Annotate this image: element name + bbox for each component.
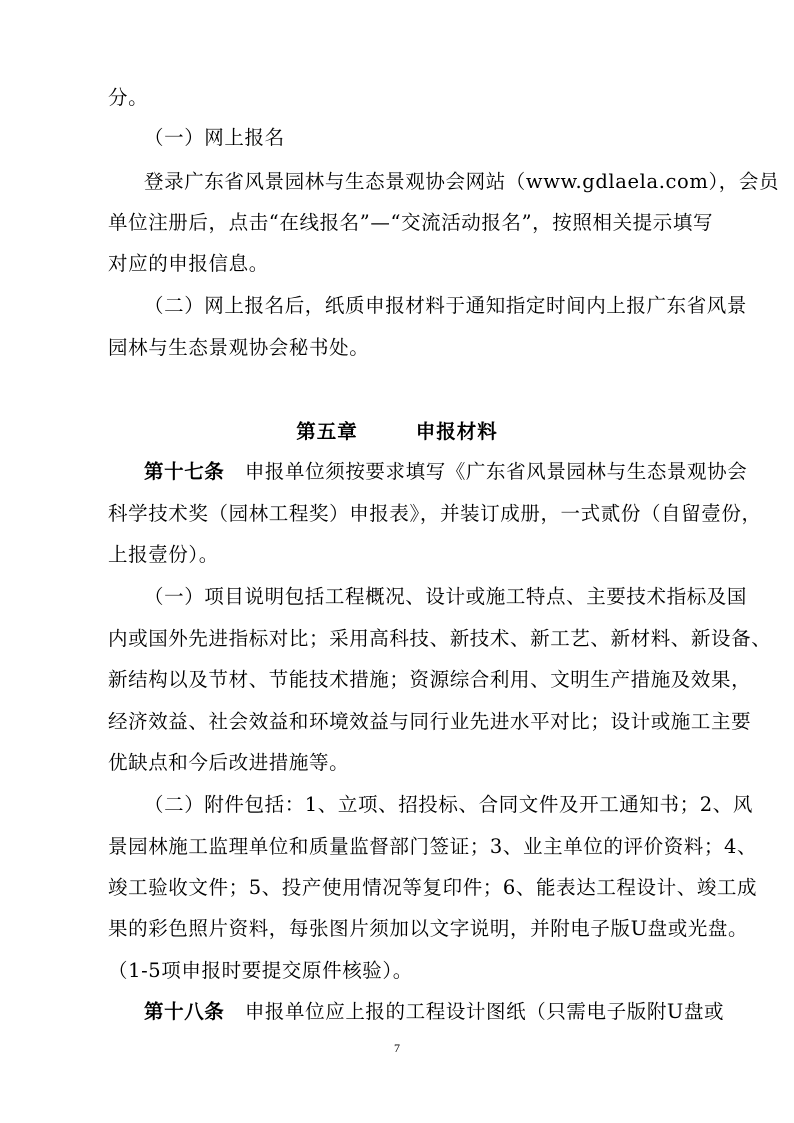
page-number: 7 (394, 1041, 400, 1055)
body-text-line: 登录广东省风景园林与生态景观协会网站（www.gdlaela.com），会员 (144, 170, 780, 193)
body-text-line: 园林与生态景观协会秘书处。 (108, 336, 370, 359)
chapter-title: 申报材料 (415, 420, 498, 443)
body-text-line: 经济效益、社会效益和环境效益与同行业先进水平对比；设计或施工主要 (108, 710, 752, 733)
body-text-line: 科学技术奖（园林工程奖）申报表》，并装订成册，一式贰份（自留壹份， (108, 502, 762, 525)
article-17-label: 第十七条 (144, 460, 225, 483)
body-text-line: 对应的申报信息。 (108, 252, 269, 275)
body-text-line: 竣工验收文件；5、投产使用情况等复印件；6、能表达工程设计、竣工成 (108, 876, 758, 899)
article-17-paragraph (144, 458, 748, 486)
chapter-heading (0, 418, 794, 446)
body-text-line: （二）网上报名后，纸质申报材料于通知指定时间内上报广东省风景 (144, 294, 748, 317)
article-17-text: 申报单位须按要求填写《广东省风景园林与生态景观协会 (244, 460, 748, 483)
body-text-line: 优缺点和今后改进措施等。 (108, 751, 350, 774)
article-18-label: 第十八条 (144, 1000, 225, 1023)
chapter-number: 第五章 (296, 420, 358, 443)
article-18-text: 申报单位应上报的工程设计图纸（只需电子版附U盘或 (244, 1000, 725, 1023)
article-18-paragraph (144, 998, 725, 1026)
body-text-line: 果的彩色照片资料，每张图片须加以文字说明，并附电子版U盘或光盘。 (108, 917, 749, 940)
body-text-line: （1-5项申报时要提交原件核验）。 (108, 959, 413, 982)
body-text-line: 景园林施工监理单位和质量监督部门签证；3、业主单位的评价资料；4、 (108, 835, 758, 858)
body-text-line: 上报壹份）。 (108, 543, 219, 566)
body-text-line: 分。 (108, 86, 149, 109)
section-heading-online-registration: （一）网上报名 (144, 126, 285, 149)
body-text-line: （一）项目说明包括工程概况、设计或施工特点、主要技术指标及国 (144, 585, 748, 608)
body-text-line: （二）附件包括：1、立项、招投标、合同文件及开工通知书；2、风 (144, 793, 753, 816)
body-text-line: 新结构以及节材、节能技术措施；资源综合利用、文明生产措施及效果， (108, 668, 752, 691)
body-text-line: 内或国外先进指标对比；采用高科技、新技术、新工艺、新材料、新设备、 (108, 627, 772, 650)
body-text-line: 单位注册后，点击“在线报名”—“交流活动报名”，按照相关提示填写 (108, 211, 714, 234)
